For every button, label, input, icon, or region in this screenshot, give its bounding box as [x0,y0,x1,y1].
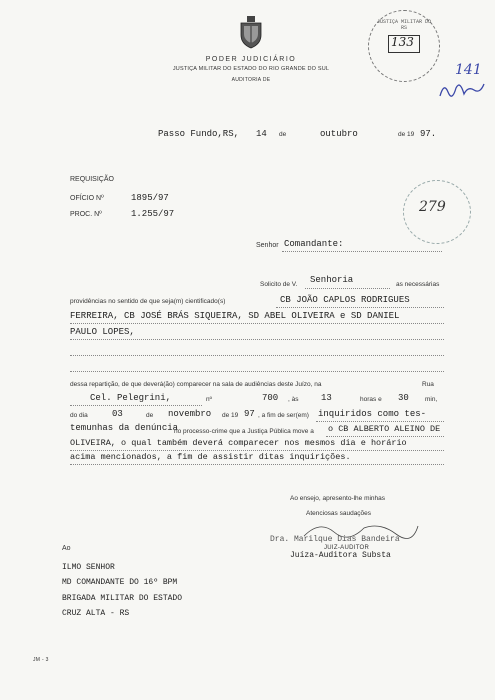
protocol-stamp-text: JUSTIÇA MILITAR DO RS [376,19,431,31]
addressee-line-1: ILMO SENHOR [62,563,115,572]
processo-text: no processo-crime que a Justiça Pública move a [174,428,314,435]
inquiridos-text: inquiridos como tes- [318,409,427,419]
proc-label: PROC. Nº [70,211,102,218]
oficio-label: OFÍCIO Nº [70,195,104,202]
date-month: outubro [320,129,358,139]
folio-stamp [403,180,471,244]
hearing-month: novembro [168,409,212,419]
court-subtitle: JUSTIÇA MILITAR DO ESTADO DO RIO GRANDE DO SUL [172,66,330,72]
signature-name: Dra. Marilque Dias Bandeira [270,535,400,544]
names-line-1-rule [276,307,444,308]
addressee-line-2: MD COMANDANTE DO 16º BPM [62,578,178,587]
names-line-2-rule [70,323,444,324]
number-value: 700 [262,393,279,403]
signature-role-stamp: JUIZ-AUDITOR [324,545,370,551]
accused-line-2: OLIVEIRA, o qual também deverá comparecer nos mesmos dia e horário [70,438,407,448]
senhoria-line [305,288,390,289]
addressee-line-3: BRIGADA MILITAR DO ESTADO [62,594,183,603]
solicito-text: Solicito de V. [260,281,298,288]
names-line-3: PAULO LOPES, [70,327,135,337]
providencias-text: providências no sentido de que seja(m) cientificado(s) [70,298,226,305]
date-city: Passo Fundo,RS, [158,129,240,139]
accused-line-1: o CB ALBERTO ALEINO DE [328,424,441,434]
salutation-senhor: Senhor [256,242,279,249]
protocol-number: 133 [391,35,414,49]
proc-number: 1.255/97 [131,209,175,219]
coat-of-arms-emblem [238,15,264,49]
names-line-3-rule [70,339,444,340]
inquiridos-line [316,421,444,422]
testemunhas-text: temunhas da denúncia [70,423,179,433]
hour-label: , às [288,396,299,403]
oficio-number: 1895/97 [131,193,169,203]
hearing-year: 97 [244,409,255,419]
blank-line-1 [70,355,444,356]
form-code: JM - 3 [33,657,49,663]
requisicao-label: REQUISIÇÃO [70,176,114,183]
date-day: 14 [256,129,267,139]
accused-line-1-rule [326,436,444,437]
names-line-1: CB JOÃO CAPLOS RODRIGUES [280,295,410,305]
addressee-line-4: CRUZ ALTA - RS [62,609,130,618]
salutation-line [282,251,442,252]
date-year: 97. [420,129,437,139]
do-dia-label: do dia [70,412,88,419]
protocol-stamp [368,10,440,82]
date-de-1: de [279,131,287,138]
necessarias-text: as necessárias [396,281,440,288]
accused-line-3-rule [70,464,444,465]
accused-line-2-rule [70,450,444,451]
hearing-de-b: de 19 [222,412,239,419]
street-value: Cel. Pelegrini, [90,393,172,403]
addressee-ao: Ao [62,545,71,552]
hearing-de-a: de [146,412,154,419]
accused-line-3: acima mencionados, a fim de assistir ditas inquirições. [70,452,351,462]
date-de-2: de 19 [398,131,415,138]
hearing-day: 03 [112,409,123,419]
folio-number: 279 [419,199,446,215]
number-label: nº [206,396,212,403]
minutes-label: min, [425,396,438,403]
street-line [70,405,202,406]
closing-saudacoes: Atenciosas saudações [306,510,372,517]
handwritten-initials [438,78,486,100]
horas-label: horas e [360,396,382,403]
handwritten-page-number: 141 [455,62,482,78]
senhoria-value: Senhoria [310,275,354,285]
blank-line-2 [70,371,444,372]
minutes-value: 30 [398,393,409,403]
closing-ensejo: Ao ensejo, apresento-lhe minhas [290,495,386,502]
rua-label: Rua [422,381,434,388]
salutation-title: Comandante: [284,239,344,249]
names-line-2: FERREIRA, CB JOSÉ BRÁS SIQUEIRA, SD ABEL OLIVEIRA e SD DANIEL [70,311,400,321]
repartition-text: dessa repartição, de que deverá(ão) comparecer na sala de audiências deste Juízo, na [70,381,322,388]
court-name: PODER JUDICIÁRIO [205,56,297,63]
auditoria-label: AUDITORIA DE [231,77,271,83]
fim-text: , a fim de ser(em) [258,412,309,419]
hour-value: 13 [321,393,332,403]
signature-role: Juíza-Auditora Substa [290,551,391,560]
